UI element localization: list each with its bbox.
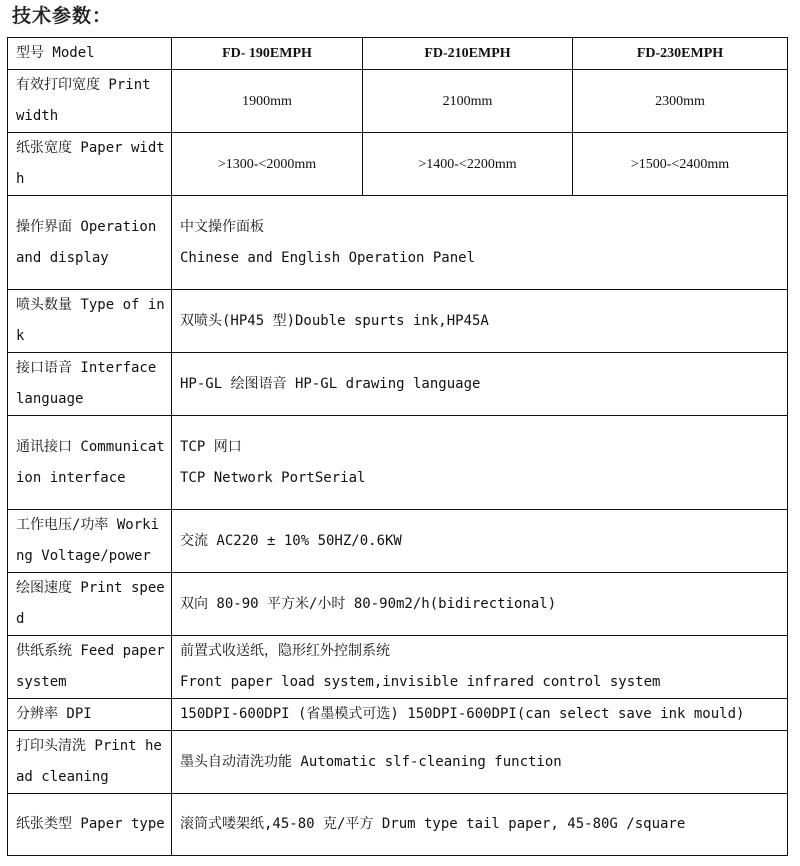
value-cell <box>172 416 788 510</box>
model-cell: FD-230EMPH <box>573 38 788 70</box>
value-line: TCP Network PortSerial <box>180 469 366 486</box>
value-cell: >1300-<2000mm <box>172 133 363 196</box>
value-line: 中文操作面板 <box>180 218 264 235</box>
value-line: 墨头自动清洗功能 Automatic slf-cleaning function <box>180 753 562 770</box>
spec-table <box>7 37 788 856</box>
table-row <box>8 133 788 196</box>
header-label: 型号 Model <box>8 38 172 70</box>
value-line: 滚筒式喽架纸,45-80 克/平方 Drum type tail paper, 45-80G /square <box>180 816 686 832</box>
value-cell <box>172 353 788 416</box>
table-row <box>8 196 788 290</box>
value-line: 双喷头(HP45 型)Double spurts ink,HP45A <box>180 312 489 329</box>
page-heading: 技术参数： <box>12 5 113 27</box>
row-label: 工作电压/功率 Working Voltage/power <box>8 510 172 573</box>
value-cell <box>172 731 788 794</box>
value-cell <box>172 636 788 699</box>
table-row <box>8 573 788 636</box>
table-row <box>8 699 788 731</box>
row-label: 供纸系统 Feed paper system <box>8 636 172 699</box>
table-row <box>8 416 788 510</box>
row-label: 纸张类型 Paper type <box>8 794 172 856</box>
table-row <box>8 353 788 416</box>
value-cell <box>172 794 788 856</box>
value-cell: >1400-<2200mm <box>363 133 573 196</box>
table-row <box>8 636 788 699</box>
table-row <box>8 731 788 794</box>
model-cell: FD- 190EMPH <box>172 38 363 70</box>
row-label: 喷头数量 Type of ink <box>8 290 172 353</box>
value-cell <box>172 196 788 290</box>
row-label: 有效打印宽度 Print width <box>8 70 172 133</box>
row-label: 打印头清洗 Print head cleaning <box>8 731 172 794</box>
value-line: 前置式收送纸，隐形红外控制系统 <box>180 643 390 659</box>
table-header-row <box>8 38 788 70</box>
value-cell <box>172 290 788 353</box>
value-cell: 2100mm <box>363 70 573 133</box>
value-line: HP-GL 绘图语音 HP-GL drawing language <box>180 375 481 392</box>
value-line: TCP 网口 <box>180 438 242 455</box>
value-line: 150DPI-600DPI (省墨模式可选) 150DPI-600DPI(can select save ink mould) <box>180 706 745 722</box>
value-cell <box>172 699 788 731</box>
value-line: Front paper load system,invisible infrared control system <box>180 674 661 690</box>
value-cell: 1900mm <box>172 70 363 133</box>
value-line: Chinese and English Operation Panel <box>180 249 476 266</box>
value-line: 双向 80-90 平方米/小时 80-90m2/h(bidirectional) <box>180 595 557 612</box>
value-cell <box>172 573 788 636</box>
table-row <box>8 794 788 856</box>
value-cell: >1500-<2400mm <box>573 133 788 196</box>
table-row <box>8 70 788 133</box>
value-cell: 2300mm <box>573 70 788 133</box>
row-label: 操作界面 Operation and display <box>8 196 172 290</box>
value-cell <box>172 510 788 573</box>
table-row <box>8 510 788 573</box>
value-line: 交流 AC220 ± 10% 50HZ/0.6KW <box>180 532 402 549</box>
row-label: 分辨率 DPI <box>8 699 172 731</box>
row-label: 绘图速度 Print speed <box>8 573 172 636</box>
model-cell: FD-210EMPH <box>363 38 573 70</box>
row-label: 接口语音 Interface language <box>8 353 172 416</box>
table-row <box>8 290 788 353</box>
row-label: 纸张宽度 Paper width <box>8 133 172 196</box>
row-label: 通讯接口 Communication interface <box>8 416 172 510</box>
